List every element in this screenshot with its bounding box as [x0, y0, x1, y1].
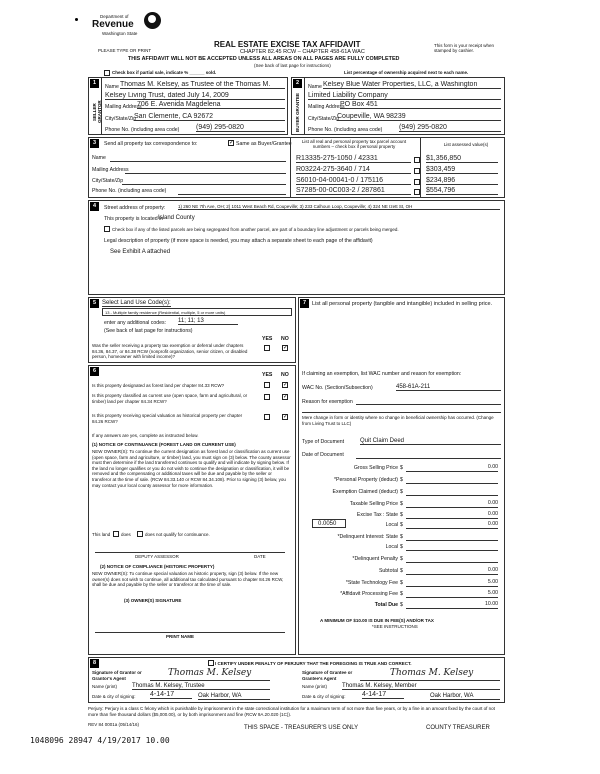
yes-header: YES [262, 336, 273, 342]
personal-property-checkbox[interactable] [414, 157, 420, 163]
seller-phone-field[interactable]: (949) 295-0820 [196, 124, 285, 132]
buyer-mailing-label: Mailing Address [308, 104, 345, 110]
assessed-value[interactable]: $1,356,850 [426, 155, 498, 163]
section-2-number: 2 [293, 79, 302, 88]
does-not-checkbox[interactable] [137, 531, 143, 537]
legal-description-label: Legal description of property (if more space is needed, you may attach a separate sheet to each page of the affidavit) [104, 238, 373, 244]
tax-row-value[interactable]: 0.00 [406, 521, 498, 529]
seller-name-label: Name [105, 84, 119, 90]
grantor-signature[interactable]: Thomas M. Kelsey [168, 668, 252, 678]
grantee-signature-label: Signature of Grantee or Grantee's Agent [302, 670, 353, 681]
dollar-sign: $ [400, 568, 403, 574]
parcel-row-1 [296, 166, 501, 176]
located-label: This property is located in [104, 216, 164, 222]
assessed-value[interactable]: $554,796 [426, 187, 498, 195]
reason-field[interactable] [356, 398, 501, 405]
logo-mark-swoosh-icon [148, 15, 156, 23]
partial-sale-label: Check box if partial sale, indicate % ______ sold. [112, 70, 217, 75]
tax-row-value[interactable]: 0.00 [406, 500, 498, 508]
ownership-note: List percentage of ownership acquired next to each name. [344, 70, 469, 75]
tax-row-label: *Personal Property (deduct) [333, 477, 398, 483]
same-as-buyer-label: Same as Buyer/Grantee [236, 141, 292, 147]
historic-no-checkbox[interactable]: ✓ [283, 414, 289, 420]
receipt-note: This form is your receipt when stamped by cashier. [434, 43, 495, 53]
grantee-name-label: Name (print) [302, 684, 328, 689]
tax-row-label: Local [385, 544, 398, 550]
notice2-text: NEW OWNER(S): To continue special valuation as historic property, sign (3) below. If the new owner(s) does not wish to continue, all additional tax calculated pursuant to chapter 84.26 RCW, shall be due and payable by the seller or transferor at the time of sale. [92, 571, 284, 588]
tax-row-value[interactable] [406, 543, 498, 551]
dept-line3: Washington State [102, 31, 138, 36]
section-3-number: 3 [90, 139, 99, 148]
dollar-sign: $ [400, 512, 403, 518]
rev-number: REV 84 0001a (05/14/16) [88, 722, 140, 727]
tax-row-label: Local [385, 522, 398, 528]
section-7-number: 7 [300, 299, 309, 308]
dollar-sign: $ [400, 602, 403, 608]
additional-codes-label: enter any additional codes: [104, 320, 167, 326]
mere-change-text: Mere change in form or identity where no change in beneficial ownership has occurred. (Change from Living Trust to LLC) [302, 415, 494, 426]
forest-yes-checkbox[interactable] [264, 382, 270, 388]
page-title: REAL ESTATE EXCISE TAX AFFIDAVIT [214, 40, 361, 49]
additional-codes-field[interactable]: 11; 11; 13 [178, 318, 238, 325]
does-label: does [121, 532, 131, 537]
parcel-row-0 [296, 155, 501, 165]
assessed-value[interactable]: $234,896 [426, 177, 498, 185]
see-instructions-note: *SEE INSTRUCTIONS [372, 624, 418, 629]
certify-box [208, 660, 214, 666]
seller-mailing-label: Mailing Address [105, 104, 142, 110]
owner-signature-label: (3) OWNER(S) SIGNATURE [124, 598, 182, 603]
notice1-title: (1) NOTICE OF CONTINUANCE (FOREST LAND OR CURRENT USE) [92, 442, 236, 447]
tax-row-9 [302, 567, 502, 577]
corr-name-label: Name [92, 155, 106, 161]
buyer-phone-field[interactable]: (949) 295-0820 [399, 124, 501, 132]
dollar-sign: $ [400, 465, 403, 471]
historic-yes-checkbox[interactable] [264, 414, 270, 420]
seller-phone-label: Phone No. (including area code) [105, 127, 180, 133]
tax-row-label: *State Technology Fee [345, 580, 398, 586]
exemption-no-checkbox[interactable]: ✓ [283, 345, 289, 351]
grantor-signature-label: Signature of Grantor or Grantor's Agent [92, 670, 142, 681]
seller-name-field[interactable]: Thomas M. Kelsey, as Trustee of the Thomas M. [120, 81, 285, 89]
tax-row-10 [302, 579, 502, 589]
tax-row-11 [302, 590, 502, 600]
historic-question: Is this property receiving special valuation as historical property per chapter 84.26 RCW? [92, 413, 243, 424]
dollar-sign: $ [400, 489, 403, 495]
grantor-name-field[interactable]: Thomas M. Kelsey, Trustee [132, 683, 270, 690]
tax-row-label: Gross Selling Price [353, 465, 398, 471]
dept-line1: Department of [100, 14, 129, 19]
current-use-no-checkbox[interactable]: ✓ [283, 394, 289, 400]
section-4-number: 4 [90, 202, 99, 211]
section-8-number: 8 [90, 659, 99, 668]
dollar-sign: $ [400, 544, 403, 550]
tax-row-label: Subtotal [378, 568, 398, 574]
wac-label: WAC No. (Section/Subsection) [302, 385, 373, 391]
correspondence-label: Send all property tax correspondence to: [104, 141, 198, 147]
warning-line: THIS AFFIDAVIT WILL NOT BE ACCEPTED UNLESS ALL AREAS ON ALL PAGES ARE FULLY COMPLETED [128, 56, 400, 62]
parcel-row-2 [296, 177, 501, 187]
doc-date-label: Date of Document [302, 452, 344, 458]
tax-row-8 [302, 555, 502, 565]
print-note: PLEASE TYPE OR PRINT [98, 48, 152, 53]
buyer-name2-field[interactable]: Limited Liability Company [308, 92, 501, 100]
assessed-value[interactable]: $303,459 [426, 166, 498, 174]
exemption-question: Was the seller receiving a property tax exemption or deferral under chapters 84.36, 84.37, or 84.38 RCW (nonprofit organization, senior citizen, or disabled person, homeowner with limited income)? [92, 343, 248, 359]
tax-row-3 [302, 500, 502, 510]
grantor-date-field[interactable]: 4-14-17 [150, 691, 192, 699]
dollar-sign: $ [400, 556, 403, 562]
tax-row-label: Taxable Selling Price [349, 501, 398, 507]
segregated-checkbox[interactable] [104, 226, 110, 232]
forest-question: Is this property designated as forest land per chapter 84.33 RCW? [92, 383, 225, 388]
tax-row-7 [302, 543, 502, 553]
notice2-title: (2) NOTICE OF COMPLIANCE (HISTORIC PROPERTY) [100, 564, 215, 569]
grantor-city-field[interactable]: Oak Harbor, WA [198, 693, 270, 700]
dollar-sign: $ [400, 580, 403, 586]
tax-row-1 [302, 476, 502, 486]
parcel-number[interactable]: S6010-04-00041-0 / 175116 [296, 177, 411, 185]
personal-property-label: List all personal property (tangible and intangible) included in selling price. [312, 301, 493, 307]
dollar-sign: $ [400, 591, 403, 597]
doc-type-label: Type of Document [302, 439, 345, 445]
land-use-select[interactable] [102, 308, 292, 316]
grantee-date-label: Date & city of signing: [302, 694, 346, 699]
land-label: This land [92, 532, 111, 537]
buyer-side-label: BUYER GRANTEE [295, 92, 300, 132]
tax-row-0 [302, 464, 502, 474]
exemption-yes-checkbox[interactable] [264, 345, 270, 351]
wac-field[interactable]: 458-61A-211 [396, 384, 501, 391]
section-5-number: 5 [90, 299, 99, 308]
perjury-note: Perjury: Perjury is a class C felony which is punishable by imprisonment in the state correctional institution for a maximum term of not more than five years, or by a fine in an amount fixed by the court of not more than five thousand dollars ($5,000.00), or by both imprisonment and fine (RCW 9A.20.020 (1C)). [88, 706, 495, 717]
seller-name2-field[interactable]: Kelsey Living Trust, dated July 14, 2009 [105, 92, 285, 100]
minimum-due-note: A MINIMUM OF $10.00 IS DUE IN FEE(S) AND/OR TAX [320, 618, 434, 623]
corr-mailing-label: Mailing Address [92, 167, 129, 173]
property-section [88, 200, 505, 295]
reason-label: Reason for exemption [302, 399, 353, 405]
corr-city-label: City/State/Zip [92, 178, 124, 184]
grantor-name-label: Name (print) [92, 684, 118, 689]
parcel-number[interactable]: R03224-275-3640 / 714 [296, 166, 411, 174]
local-rate-value: 0.0050 [318, 521, 337, 527]
tax-row-label: *Delinquent Interest: State [337, 534, 398, 540]
corr-phone-label: Phone No. (including area code) [92, 188, 167, 194]
buyer-city-label: City/State/Zip [308, 116, 340, 122]
buyer-name-label: Name [308, 84, 322, 90]
yes-instructions: If any answers are yes, complete as instructed below. [92, 433, 199, 438]
yes-header: YES [262, 372, 273, 378]
segregated-label: Check box if any of the listed parcels are being segregated from another parcel, are part of a boundary line adjustment or parcels being merged. [112, 227, 399, 232]
current-use-question: Is this property classified as current use (open space, farm and agricultural, or timber) land per chapter 84.34 RCW? [92, 393, 248, 404]
tax-row-label: *Delinquent Penalty [352, 556, 398, 562]
tax-row-value[interactable] [406, 533, 498, 541]
tax-row-label: Exemption Claimed (deduct) [332, 489, 398, 495]
assessed-header: List assessed value(s) [443, 142, 489, 147]
dollar-sign: $ [400, 522, 403, 528]
personal-property-checkbox[interactable] [414, 189, 420, 195]
seller-city-field[interactable]: San Clemente, CA 92672 [134, 113, 285, 121]
print-name-label: PRINT NAME [166, 634, 194, 639]
tax-row-value[interactable]: 0.00 [406, 567, 498, 575]
tax-row-value[interactable] [406, 476, 498, 484]
forest-section [88, 365, 296, 655]
seller-city-label: City/State/Zip [105, 116, 137, 122]
partial-sale-checkbox[interactable] [104, 70, 110, 76]
no-header: NO [281, 372, 289, 378]
cashier-stamp: 1048096 28947 4/19/2017 10.00 [30, 736, 170, 745]
notice1-text: NEW OWNER(S): To continue the current designation as forest land or classification as current use (open space, farm and agriculture, or timber) land, you must sign on (3) below. The county assessor must then determine if the land transferred continues to qualify and will indicate by signing below. If the land no longer qualifies or you do not wish to continue the designation or classification, it will be removed and the compensating or additional taxes will be due and payable by the seller or transferor at the time of sale. (RCW 84.33.140 or RCW 84.34.108). Prior to signing (3) below, you may contact your local county assessor for more information. [92, 449, 291, 488]
buyer-city-field[interactable]: Coupeville, WA 98239 [337, 113, 501, 121]
tax-row-label: *Affidavit Processing Fee [340, 591, 398, 597]
chapter-line: CHAPTER 82.45 RCW – CHAPTER 458-61A WAC [240, 49, 365, 55]
land-use-selected: 13 - Multiple family residence (Residential, multiple, 5 or more units) [105, 310, 226, 315]
personal-property-checkbox[interactable] [414, 168, 420, 174]
street-field[interactable]: 1) 260 NE 7th Ave, OH; 2) 1011 West Beach Rd, Coupeville; 3) 233 Calhoun Loop, Coupeville; 4) 324 NE Izett St, OH [178, 204, 500, 210]
located-field[interactable]: Island County [158, 215, 195, 221]
county-treasurer-label: COUNTY TREASURER [426, 725, 490, 731]
grantee-city-field[interactable]: Oak Harbor, WA [430, 693, 500, 700]
dollar-sign: $ [400, 534, 403, 540]
street-label: Street address of property: [104, 205, 166, 211]
personal-property-checkbox[interactable] [414, 179, 420, 185]
does-checkbox[interactable] [113, 531, 119, 537]
dollar-sign: $ [400, 477, 403, 483]
deputy-date-label: DATE [254, 554, 266, 559]
buyer-mailing-field[interactable]: PO Box 451 [340, 101, 501, 109]
grantee-name-field[interactable]: Thomas M. Kelsey, Member [342, 683, 500, 690]
doc-type-field[interactable]: Quit Claim Deed [360, 438, 501, 445]
section-6-number: 6 [90, 367, 99, 376]
buyer-phone-label: Phone No. (including area code) [308, 127, 383, 133]
treasurer-space-label: THIS SPACE - TREASURER'S USE ONLY [244, 725, 359, 731]
section-1-number: 1 [90, 79, 99, 88]
tax-row-label: Excise Tax : State [356, 512, 398, 518]
parcel-number[interactable]: R13335-275-1050 / 42331 [296, 155, 411, 163]
tax-row-value[interactable]: 10.00 [406, 601, 498, 609]
land-use-label: Select Land Use Code(s): [102, 300, 171, 306]
dollar-sign: $ [400, 501, 403, 507]
land-use-see-back: (See back of last page for instructions) [104, 328, 193, 334]
legal-description-field[interactable]: See Exhibit A attached [110, 249, 171, 255]
tax-row-2 [302, 488, 502, 498]
tax-row-12 [302, 601, 502, 611]
tax-row-value[interactable] [406, 555, 498, 563]
grantee-date-field[interactable]: 4-14-17 [362, 691, 404, 699]
tax-row-value[interactable]: 0.00 [406, 464, 498, 472]
parcel-number[interactable]: S7285-00-0C003-2 / 287861 [296, 187, 411, 195]
current-use-yes-checkbox[interactable] [264, 394, 270, 400]
does-not-label: does not qualify for continuance. [145, 532, 210, 537]
tax-row-value[interactable] [406, 488, 498, 496]
wac-intro: If claiming an exemption, list WAC number and reason for exemption: [302, 371, 462, 377]
no-header: NO [281, 336, 289, 342]
tax-row-6 [302, 533, 502, 543]
same-as-buyer-checkbox[interactable]: ✓ [229, 140, 235, 146]
revenue-logo [88, 12, 168, 40]
tax-row-value[interactable]: 5.00 [406, 590, 498, 598]
deputy-assessor-label: DEPUTY ASSESSOR [135, 554, 179, 559]
dept-line2: Revenue [92, 19, 134, 30]
parcel-row-3 [296, 187, 501, 197]
tax-row-value[interactable]: 5.00 [406, 579, 498, 587]
tax-row-value[interactable]: 0.00 [406, 511, 498, 519]
grantor-date-label: Date & city of signing: [92, 694, 136, 699]
tax-row-label: Total Due [374, 602, 398, 608]
forest-no-checkbox[interactable]: ✓ [283, 382, 289, 388]
decorative-dot-icon [75, 18, 78, 21]
tax-row-5 [302, 521, 502, 531]
see-back-note: (See back of last page for instructions) [254, 63, 331, 68]
grantee-signature[interactable]: Thomas M. Kelsey [390, 668, 474, 678]
parcel-header: List all real and personal property tax parcel account numbers – check box if personal property [301, 139, 407, 149]
seller-mailing-field[interactable]: 706 E. Avenida Magdelena [137, 101, 285, 109]
certify-statement: I CERTIFY UNDER PENALTY OF PERJURY THAT THE FOREGOING IS TRUE AND CORRECT. [215, 661, 412, 666]
buyer-name-field[interactable]: Kelsey Blue Water Properties, LLC, a Washington [323, 81, 501, 89]
seller-side-label: SELLER GRANTOR [92, 100, 102, 124]
